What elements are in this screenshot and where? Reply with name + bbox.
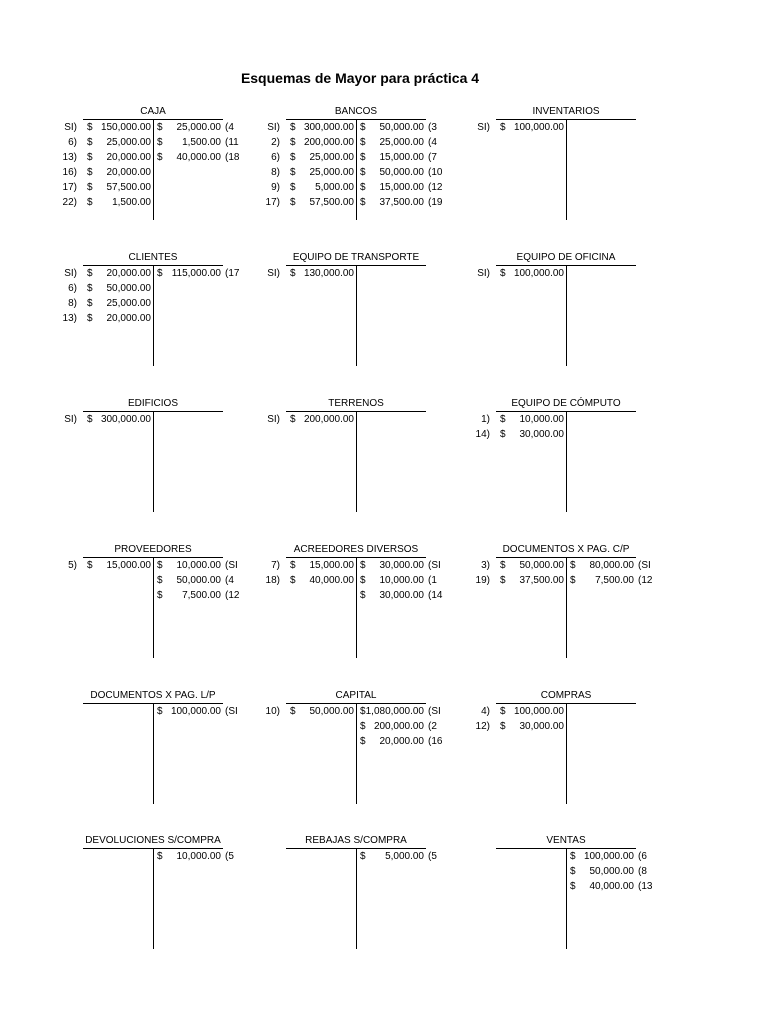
entry-reference: SI) <box>64 268 77 279</box>
entry-amount: 50,000.00 <box>379 122 424 133</box>
currency-symbol: $ <box>87 137 93 148</box>
credit-entry <box>256 120 486 135</box>
page-title: Esquemas de Mayor para práctica 4 <box>240 70 480 86</box>
entry-reference: 13) <box>62 152 77 163</box>
entry-amount: 25,000.00 <box>379 137 424 148</box>
currency-symbol: $ <box>290 197 296 208</box>
currency-symbol: $ <box>570 881 576 892</box>
account-name: REBAJAS S/COMPRA <box>305 835 407 846</box>
account-name: BANCOS <box>334 106 378 117</box>
entry-amount: 5,000.00 <box>385 851 424 862</box>
currency-symbol: $ <box>360 721 366 732</box>
entry-amount: 7,500.00 <box>182 590 221 601</box>
entry-reference: 8) <box>68 298 77 309</box>
entry-reference: (6 <box>638 851 647 862</box>
entry-amount: 25,000.00 <box>309 167 354 178</box>
credit-entry <box>256 165 486 180</box>
entry-amount: 1,080,000.00 <box>365 706 424 717</box>
currency-symbol: $ <box>360 575 366 586</box>
entry-reference: 17) <box>265 197 280 208</box>
currency-symbol: $ <box>360 182 366 193</box>
currency-symbol: $ <box>87 283 93 294</box>
debit-entry <box>53 180 283 195</box>
t-account <box>256 106 486 256</box>
currency-symbol: $ <box>87 197 93 208</box>
account-name: CLIENTES <box>128 252 178 263</box>
entry-reference: 6) <box>68 137 77 148</box>
entry-reference: SI) <box>267 268 280 279</box>
entry-amount: 25,000.00 <box>106 137 151 148</box>
t-account <box>53 106 283 256</box>
entry-reference: 10) <box>265 706 280 717</box>
currency-symbol: $ <box>157 560 163 571</box>
currency-symbol: $ <box>87 313 93 324</box>
entry-amount: 30,000.00 <box>519 429 564 440</box>
entry-reference: (SI <box>638 560 651 571</box>
credit-entry <box>53 558 283 573</box>
currency-symbol: $ <box>360 152 366 163</box>
t-account <box>466 835 696 985</box>
credit-entry <box>256 558 486 573</box>
account-name: INVENTARIOS <box>532 106 600 117</box>
t-account <box>466 398 696 548</box>
entry-amount: 15,000.00 <box>379 152 424 163</box>
currency-symbol: $ <box>500 122 506 133</box>
entry-amount: 25,000.00 <box>176 122 221 133</box>
currency-symbol: $ <box>500 575 506 586</box>
entry-amount: 115,000.00 <box>171 268 221 279</box>
entry-amount: 15,000.00 <box>106 560 151 571</box>
entry-reference: (SI <box>428 560 441 571</box>
entry-reference: (7 <box>428 152 437 163</box>
entry-reference: (17 <box>225 268 240 279</box>
entry-amount: 25,000.00 <box>309 152 354 163</box>
t-account <box>256 690 486 840</box>
credit-entry <box>466 879 696 894</box>
entry-amount: 300,000.00 <box>303 122 354 133</box>
t-account <box>256 398 486 548</box>
currency-symbol: $ <box>290 182 296 193</box>
currency-symbol: $ <box>87 298 93 309</box>
entry-amount: 200,000.00 <box>303 414 354 425</box>
entry-amount: 7,500.00 <box>595 575 634 586</box>
currency-symbol: $ <box>157 137 163 148</box>
entry-amount: 100,000.00 <box>583 851 634 862</box>
entry-reference: (5 <box>225 851 234 862</box>
account-name: VENTAS <box>546 835 586 846</box>
currency-symbol: $ <box>157 575 163 586</box>
entry-reference: 19) <box>475 575 490 586</box>
credit-entry <box>256 849 486 864</box>
currency-symbol: $ <box>290 137 296 148</box>
entry-amount: 20,000.00 <box>106 313 151 324</box>
currency-symbol: $ <box>570 560 576 571</box>
currency-symbol: $ <box>290 560 296 571</box>
entry-amount: 30,000.00 <box>519 721 564 732</box>
currency-symbol: $ <box>87 560 93 571</box>
account-name: EQUIPO DE OFICINA <box>516 252 616 263</box>
entry-amount: 57,500.00 <box>309 197 354 208</box>
entry-amount: 20,000.00 <box>106 152 151 163</box>
entry-reference: (12 <box>428 182 443 193</box>
entry-reference: 2) <box>271 137 280 148</box>
entry-reference: 14) <box>475 429 490 440</box>
account-name: CAJA <box>140 106 166 117</box>
currency-symbol: $ <box>290 414 296 425</box>
account-name: TERRENOS <box>328 398 384 409</box>
currency-symbol: $ <box>570 866 576 877</box>
currency-symbol: $ <box>87 268 93 279</box>
currency-symbol: $ <box>87 414 93 425</box>
currency-symbol: $ <box>500 429 506 440</box>
entry-reference: SI) <box>267 414 280 425</box>
entry-amount: 40,000.00 <box>309 575 354 586</box>
credit-entry <box>53 135 283 150</box>
entry-amount: 1,500.00 <box>182 137 221 148</box>
entry-amount: 37,500.00 <box>519 575 564 586</box>
currency-symbol: $ <box>87 122 93 133</box>
t-account <box>466 252 696 402</box>
entry-amount: 50,000.00 <box>589 866 634 877</box>
debit-entry <box>53 311 283 326</box>
entry-reference: (8 <box>638 866 647 877</box>
entry-reference: 4) <box>481 706 490 717</box>
entry-reference: (12 <box>638 575 653 586</box>
debit-entry <box>53 412 283 427</box>
t-account <box>256 835 486 985</box>
credit-entry <box>53 849 283 864</box>
entry-reference: 22) <box>62 197 77 208</box>
debit-entry <box>466 120 696 135</box>
entry-amount: 57,500.00 <box>106 182 151 193</box>
t-account <box>466 690 696 840</box>
entry-reference: (5 <box>428 851 437 862</box>
entry-reference: (4 <box>225 122 234 133</box>
currency-symbol: $ <box>360 560 366 571</box>
credit-entry <box>256 573 486 588</box>
currency-symbol: $ <box>157 268 163 279</box>
entry-amount: 100,000.00 <box>513 122 564 133</box>
entry-reference: 13) <box>62 313 77 324</box>
entry-amount: 30,000.00 <box>379 590 424 601</box>
debit-entry <box>53 165 283 180</box>
currency-symbol: $ <box>290 167 296 178</box>
credit-entry <box>466 864 696 879</box>
currency-symbol: $ <box>360 122 366 133</box>
debit-entry <box>466 412 696 427</box>
entry-amount: 20,000.00 <box>106 167 151 178</box>
currency-symbol: $ <box>360 706 366 717</box>
currency-symbol: $ <box>157 122 163 133</box>
entry-reference: (13 <box>638 881 653 892</box>
entry-reference: 6) <box>68 283 77 294</box>
account-name: DEVOLUCIONES S/COMPRA <box>85 835 221 846</box>
debit-entry <box>256 266 486 281</box>
account-name: PROVEEDORES <box>114 544 192 555</box>
entry-amount: 15,000.00 <box>379 182 424 193</box>
entry-amount: 20,000.00 <box>379 736 424 747</box>
entry-amount: 100,000.00 <box>513 706 564 717</box>
t-account <box>53 544 283 694</box>
account-name: EDIFICIOS <box>127 398 178 409</box>
currency-symbol: $ <box>500 721 506 732</box>
entry-amount: 10,000.00 <box>379 575 424 586</box>
entry-reference: 1) <box>481 414 490 425</box>
account-name: EQUIPO DE CÓMPUTO <box>511 398 621 409</box>
entry-amount: 50,000.00 <box>519 560 564 571</box>
currency-symbol: $ <box>500 414 506 425</box>
currency-symbol: $ <box>87 167 93 178</box>
currency-symbol: $ <box>290 268 296 279</box>
t-account <box>53 835 283 985</box>
currency-symbol: $ <box>500 560 506 571</box>
credit-entry <box>256 734 486 749</box>
credit-entry <box>466 573 696 588</box>
credit-entry <box>256 150 486 165</box>
entry-reference: (19 <box>428 197 443 208</box>
account-name: DOCUMENTOS X PAG. C/P <box>502 544 630 555</box>
entry-amount: 50,000.00 <box>379 167 424 178</box>
entry-reference: 17) <box>62 182 77 193</box>
account-name: COMPRAS <box>540 690 592 701</box>
credit-entry <box>53 588 283 603</box>
entry-reference: 7) <box>271 560 280 571</box>
debit-entry <box>466 427 696 442</box>
t-account <box>256 544 486 694</box>
t-account <box>53 690 283 840</box>
account-name: CAPITAL <box>335 690 377 701</box>
entry-reference: (10 <box>428 167 443 178</box>
account-name: DOCUMENTOS X PAG. L/P <box>90 690 216 701</box>
debit-entry <box>53 296 283 311</box>
currency-symbol: $ <box>157 706 163 717</box>
entry-amount: 50,000.00 <box>309 706 354 717</box>
entry-reference: 12) <box>475 721 490 732</box>
currency-symbol: $ <box>290 706 296 717</box>
entry-amount: 200,000.00 <box>373 721 424 732</box>
entry-reference: SI) <box>64 414 77 425</box>
currency-symbol: $ <box>500 706 506 717</box>
entry-amount: 20,000.00 <box>106 268 151 279</box>
debit-entry <box>256 412 486 427</box>
entry-reference: (1 <box>428 575 437 586</box>
entry-reference: 18) <box>265 575 280 586</box>
entry-amount: 40,000.00 <box>176 152 221 163</box>
credit-entry <box>256 135 486 150</box>
entry-reference: SI) <box>64 122 77 133</box>
currency-symbol: $ <box>290 122 296 133</box>
entry-reference: SI) <box>477 122 490 133</box>
entry-reference: SI) <box>477 268 490 279</box>
currency-symbol: $ <box>360 736 366 747</box>
currency-symbol: $ <box>157 851 163 862</box>
t-account <box>466 106 696 256</box>
entry-reference: (4 <box>225 575 234 586</box>
credit-entry <box>53 266 283 281</box>
entry-amount: 100,000.00 <box>170 706 221 717</box>
account-name: ACREEDORES DIVERSOS <box>293 544 419 555</box>
entry-amount: 50,000.00 <box>176 575 221 586</box>
currency-symbol: $ <box>157 152 163 163</box>
entry-reference: (18 <box>225 152 240 163</box>
entry-reference: (SI <box>225 706 238 717</box>
entry-amount: 5,000.00 <box>315 182 354 193</box>
credit-entry <box>256 704 486 719</box>
entry-reference: 6) <box>271 152 280 163</box>
account-name: EQUIPO DE TRANSPORTE <box>292 252 420 263</box>
entry-amount: 130,000.00 <box>303 268 354 279</box>
debit-entry <box>466 266 696 281</box>
entry-reference: 16) <box>62 167 77 178</box>
entry-amount: 30,000.00 <box>379 560 424 571</box>
currency-symbol: $ <box>360 197 366 208</box>
currency-symbol: $ <box>87 182 93 193</box>
entry-amount: 100,000.00 <box>513 268 564 279</box>
credit-entry <box>256 195 486 210</box>
credit-entry <box>53 120 283 135</box>
entry-reference: (SI <box>225 560 238 571</box>
entry-reference: 9) <box>271 182 280 193</box>
currency-symbol: $ <box>360 137 366 148</box>
entry-amount: 300,000.00 <box>100 414 151 425</box>
entry-amount: 150,000.00 <box>100 122 151 133</box>
entry-reference: 3) <box>481 560 490 571</box>
entry-reference: (12 <box>225 590 240 601</box>
entry-amount: 10,000.00 <box>519 414 564 425</box>
debit-entry <box>53 281 283 296</box>
entry-reference: (4 <box>428 137 437 148</box>
entry-amount: 15,000.00 <box>309 560 354 571</box>
currency-symbol: $ <box>290 575 296 586</box>
currency-symbol: $ <box>500 268 506 279</box>
entry-amount: 25,000.00 <box>106 298 151 309</box>
currency-symbol: $ <box>87 152 93 163</box>
currency-symbol: $ <box>570 575 576 586</box>
credit-entry <box>256 719 486 734</box>
entry-amount: 37,500.00 <box>379 197 424 208</box>
credit-entry <box>466 849 696 864</box>
entry-reference: (3 <box>428 122 437 133</box>
credit-entry <box>53 150 283 165</box>
currency-symbol: $ <box>360 167 366 178</box>
entry-amount: 1,500.00 <box>112 197 151 208</box>
entry-reference: (14 <box>428 590 443 601</box>
entry-reference: (16 <box>428 736 443 747</box>
entry-amount: 40,000.00 <box>589 881 634 892</box>
t-account <box>53 252 283 402</box>
t-account <box>53 398 283 548</box>
t-account <box>466 544 696 694</box>
entry-amount: 10,000.00 <box>176 560 221 571</box>
entry-reference: 8) <box>271 167 280 178</box>
entry-reference: (SI <box>428 706 441 717</box>
debit-entry <box>466 704 696 719</box>
entry-reference: SI) <box>267 122 280 133</box>
credit-entry <box>256 180 486 195</box>
t-account <box>256 252 486 402</box>
entry-amount: 50,000.00 <box>106 283 151 294</box>
entry-reference: (2 <box>428 721 437 732</box>
entry-reference: (11 <box>225 137 239 148</box>
entry-reference: 5) <box>68 560 77 571</box>
entry-amount: 80,000.00 <box>589 560 634 571</box>
credit-entry <box>53 704 283 719</box>
entry-amount: 200,000.00 <box>303 137 354 148</box>
currency-symbol: $ <box>360 590 366 601</box>
credit-entry <box>256 588 486 603</box>
credit-entry <box>53 573 283 588</box>
debit-entry <box>466 719 696 734</box>
currency-symbol: $ <box>157 590 163 601</box>
currency-symbol: $ <box>360 851 366 862</box>
currency-symbol: $ <box>290 152 296 163</box>
credit-entry <box>466 558 696 573</box>
debit-entry <box>53 195 283 210</box>
entry-amount: 10,000.00 <box>176 851 221 862</box>
currency-symbol: $ <box>570 851 576 862</box>
